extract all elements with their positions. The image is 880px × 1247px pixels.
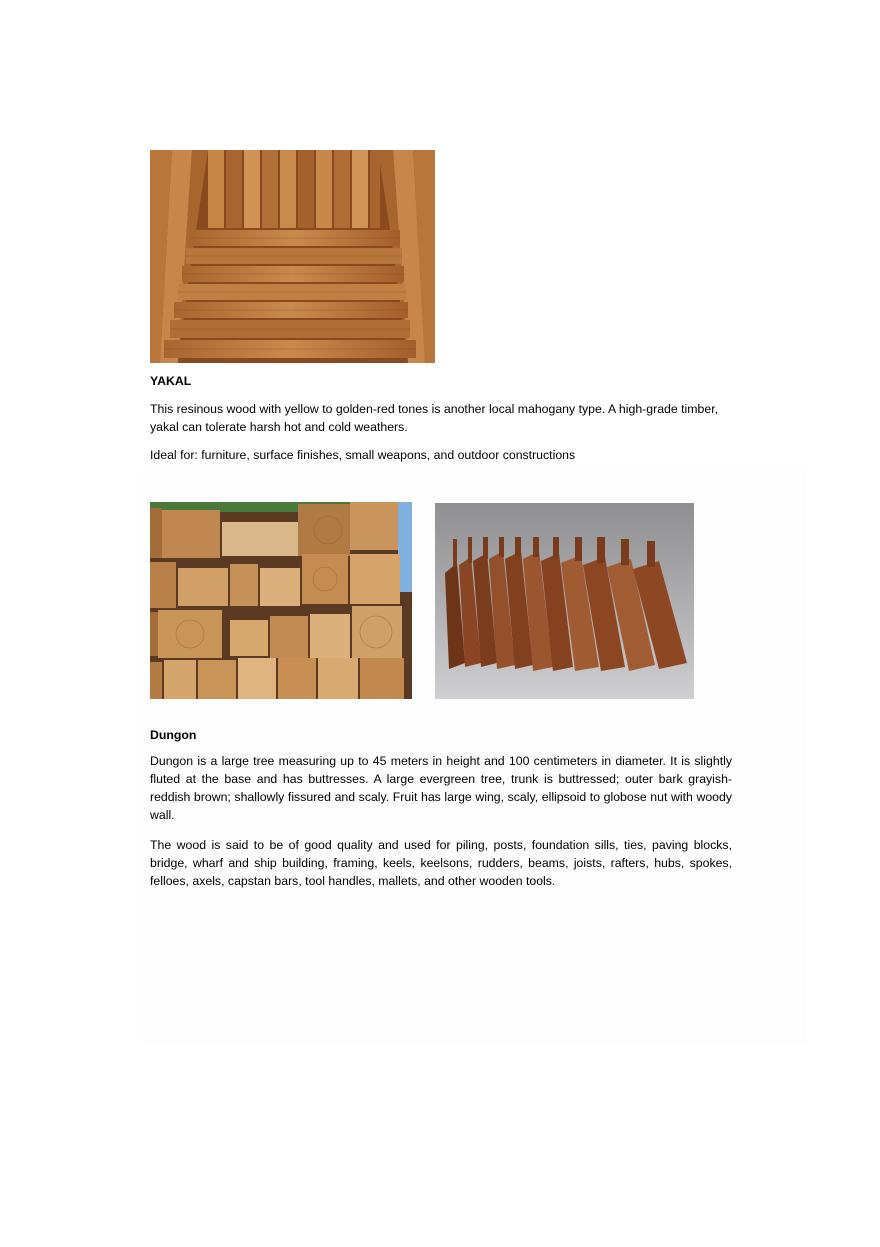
dungon-moulding-planes-image — [435, 503, 694, 699]
dungon-heading: Dungon — [150, 728, 197, 742]
yakal-deck-image — [150, 150, 435, 363]
dungon-description: Dungon is a large tree measuring up to 45 meters in height and 100 centimeters in diameter. It is slightly fluted at the base and has buttresses. A large evergreen tree, trunk is buttressed; outer bark grayish-reddish brown; shallowly fissured and scaly. Fruit has large wing, scaly, ellipsoid to globose nut with woody wall. — [150, 754, 732, 822]
yakal-heading: YAKAL — [150, 374, 192, 388]
dungon-uses: The wood is said to be of good quality and used for piling, posts, foundation sills, ties, paving blocks, bridge, wharf and ship building, framing, keels, keelsons, rudders, beams, joists, rafters, hubs, spokes, felloes, axels, capstan bars, tool handles, mallets, and other wooden tools. — [150, 838, 732, 888]
yakal-description: This resinous wood with yellow to golden-red tones is another local mahogany type. A high-grade timber, yakal can tolerate harsh hot and cold weathers. — [150, 402, 719, 434]
dungon-timber-stack-image — [150, 502, 412, 699]
yakal-ideal-for: Ideal for: furniture, surface finishes, small weapons, and outdoor constructions — [150, 448, 576, 462]
